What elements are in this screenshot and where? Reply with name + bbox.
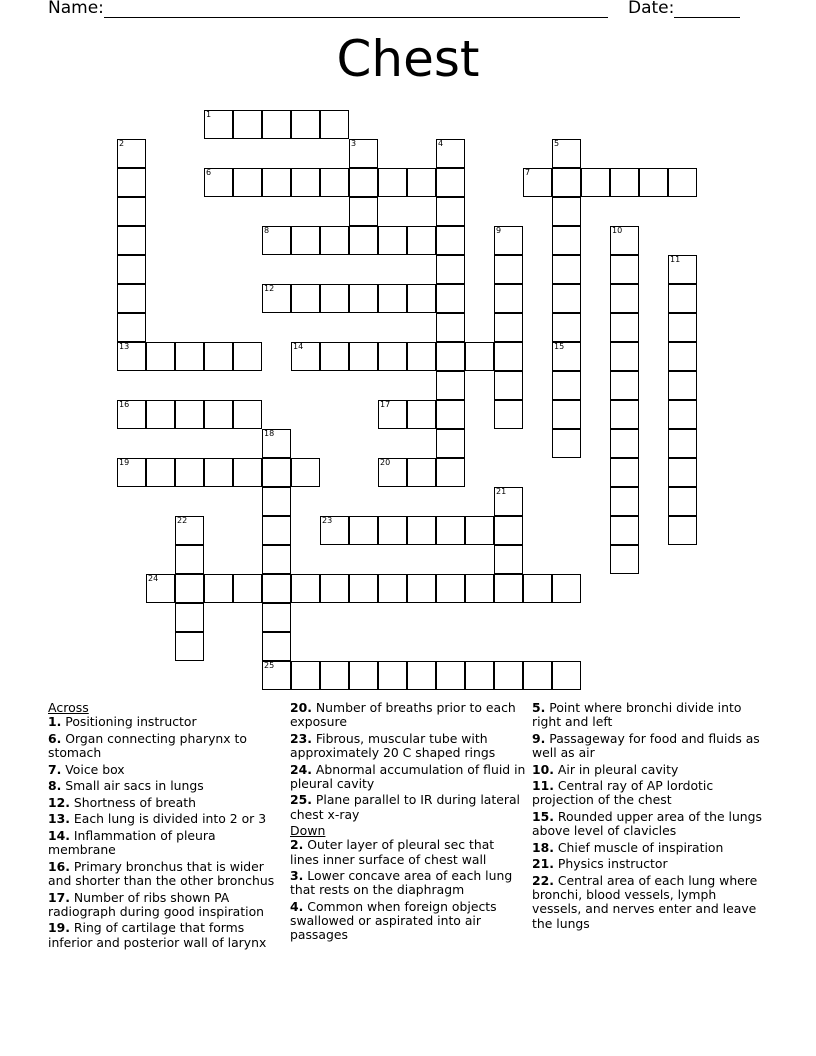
clue-across: 7. Voice box <box>48 761 125 777</box>
crossword-cell[interactable] <box>552 574 581 603</box>
clue-down: 4. Common when foreign objects swallowed or aspirated into air passages <box>290 898 497 943</box>
clue-number: 3 <box>351 139 357 148</box>
crossword-cell[interactable] <box>117 400 146 429</box>
crossword-cell[interactable] <box>552 371 581 400</box>
crossword-cell[interactable] <box>204 400 233 429</box>
clue-down: 2. Outer layer of pleural sec that lines inner surface of chest wall <box>290 837 495 867</box>
crossword-cell[interactable] <box>262 545 291 574</box>
crossword-cell[interactable] <box>436 342 465 371</box>
crossword-cell[interactable] <box>349 226 378 255</box>
clue-number: 23 <box>322 516 333 525</box>
crossword-cell[interactable] <box>291 342 320 371</box>
crossword-cell[interactable] <box>436 661 465 690</box>
clue-number: 24 <box>148 574 159 583</box>
crossword-cell[interactable] <box>436 574 465 603</box>
crossword-cell[interactable] <box>610 284 639 313</box>
clue-down: 22. Central area of each lung where bronchi, blood vessels, lymph vessels, and nerves enter and leave the lungs <box>532 872 758 931</box>
crossword-cell[interactable] <box>320 661 349 690</box>
crossword-cell[interactable] <box>378 226 407 255</box>
crossword-cell[interactable] <box>117 342 146 371</box>
crossword-cell[interactable] <box>552 429 581 458</box>
crossword-cell[interactable] <box>610 429 639 458</box>
crossword-cell[interactable] <box>668 342 697 371</box>
crossword-cell[interactable] <box>552 661 581 690</box>
crossword-cell[interactable] <box>175 574 204 603</box>
crossword-cell[interactable] <box>668 429 697 458</box>
crossword-cell[interactable] <box>668 255 697 284</box>
crossword-cell[interactable] <box>610 400 639 429</box>
crossword-cell[interactable] <box>117 255 146 284</box>
crossword-cell[interactable] <box>668 168 697 197</box>
crossword-cell[interactable] <box>262 487 291 516</box>
crossword-cell[interactable] <box>175 545 204 574</box>
crossword-cell[interactable] <box>262 661 291 690</box>
date-label: Date: <box>628 0 675 18</box>
crossword-cell[interactable] <box>552 284 581 313</box>
clue-down: 11. Central ray of AP lordotic projection of the chest <box>532 778 714 808</box>
crossword-cell[interactable] <box>494 545 523 574</box>
crossword-cell[interactable] <box>610 342 639 371</box>
clue-number: 16 <box>119 400 130 409</box>
crossword-cell[interactable] <box>436 168 465 197</box>
crossword-cell[interactable] <box>610 516 639 545</box>
crossword-cell[interactable] <box>610 487 639 516</box>
clue-across: 23. Fibrous, muscular tube with approximately 20 C shaped rings <box>290 730 496 760</box>
crossword-cell[interactable] <box>349 197 378 226</box>
clue-number: 6 <box>206 168 212 177</box>
crossword-cell[interactable] <box>436 313 465 342</box>
crossword-cell[interactable] <box>262 603 291 632</box>
crossword-cell[interactable] <box>581 168 610 197</box>
crossword-cell[interactable] <box>291 458 320 487</box>
crossword-cell[interactable] <box>233 110 262 139</box>
crossword-cell[interactable] <box>552 197 581 226</box>
crossword-cell[interactable] <box>436 197 465 226</box>
crossword-cell[interactable] <box>407 574 436 603</box>
clue-number: 25 <box>264 661 275 670</box>
crossword-cell[interactable] <box>407 661 436 690</box>
clue-number: 18 <box>264 429 275 438</box>
across-heading: Across <box>48 700 89 715</box>
crossword-cell[interactable] <box>668 458 697 487</box>
crossword-cell[interactable] <box>552 255 581 284</box>
crossword-cell[interactable] <box>378 400 407 429</box>
crossword-cell[interactable] <box>552 139 581 168</box>
crossword-cell[interactable] <box>436 255 465 284</box>
clue-down: 5. Point where bronchi divide into right and left <box>532 700 742 730</box>
crossword-cell[interactable] <box>494 487 523 516</box>
crossword-cell[interactable] <box>320 516 349 545</box>
clue-number: 11 <box>670 255 681 264</box>
crossword-cell[interactable] <box>610 371 639 400</box>
crossword-cell[interactable] <box>436 226 465 255</box>
crossword-cell[interactable] <box>175 458 204 487</box>
crossword-cell[interactable] <box>668 400 697 429</box>
clue-across: 25. Plane parallel to IR during lateral chest x-ray <box>290 792 521 822</box>
crossword-cell[interactable] <box>262 110 291 139</box>
crossword-cell[interactable] <box>175 632 204 661</box>
crossword-cell[interactable] <box>523 661 552 690</box>
crossword-cell[interactable] <box>523 168 552 197</box>
crossword-cell[interactable] <box>494 661 523 690</box>
crossword-cell[interactable] <box>610 545 639 574</box>
crossword-cell[interactable] <box>175 516 204 545</box>
crossword-cell[interactable] <box>465 342 494 371</box>
crossword-cell[interactable] <box>291 284 320 313</box>
crossword-cell[interactable] <box>610 313 639 342</box>
crossword-cell[interactable] <box>436 139 465 168</box>
crossword-cell[interactable] <box>407 342 436 371</box>
crossword-cell[interactable] <box>494 516 523 545</box>
crossword-cell[interactable] <box>436 400 465 429</box>
clue-number: 19 <box>119 458 130 467</box>
crossword-cell[interactable] <box>233 168 262 197</box>
crossword-cell[interactable] <box>146 400 175 429</box>
crossword-cell[interactable] <box>378 342 407 371</box>
crossword-cell[interactable] <box>407 458 436 487</box>
crossword-cell[interactable] <box>233 574 262 603</box>
crossword-cell[interactable] <box>262 226 291 255</box>
name-label: Name: <box>48 0 104 18</box>
crossword-cell[interactable] <box>262 429 291 458</box>
crossword-cell[interactable] <box>610 226 639 255</box>
crossword-cell[interactable] <box>668 313 697 342</box>
clue-number: 1 <box>206 110 212 119</box>
clue-across: 17. Number of ribs shown PA radiograph during good inspiration <box>48 889 265 919</box>
crossword-cell[interactable] <box>494 342 523 371</box>
clue-across: 1. Positioning instructor <box>48 714 197 730</box>
crossword-cell[interactable] <box>436 429 465 458</box>
crossword-cell[interactable] <box>552 400 581 429</box>
crossword-cell[interactable] <box>291 661 320 690</box>
crossword-cell[interactable] <box>117 313 146 342</box>
crossword-cell[interactable] <box>262 284 291 313</box>
crossword-cell[interactable] <box>494 284 523 313</box>
clue-column-3 <box>532 699 768 933</box>
crossword-cell[interactable] <box>320 168 349 197</box>
crossword-cell[interactable] <box>668 284 697 313</box>
crossword-cell[interactable] <box>117 284 146 313</box>
clue-number: 14 <box>293 342 304 351</box>
clue-number: 17 <box>380 400 391 409</box>
crossword-cell[interactable] <box>436 458 465 487</box>
crossword-cell[interactable] <box>407 226 436 255</box>
crossword-cell[interactable] <box>291 168 320 197</box>
clue-number: 2 <box>119 139 125 148</box>
crossword-cell[interactable] <box>523 574 552 603</box>
down-heading: Down <box>290 823 326 839</box>
crossword-cell[interactable] <box>117 197 146 226</box>
crossword-cell[interactable] <box>407 516 436 545</box>
clue-down: 18. Chief muscle of inspiration <box>532 839 724 855</box>
crossword-cell[interactable] <box>117 168 146 197</box>
crossword-cell[interactable] <box>291 226 320 255</box>
crossword-cell[interactable] <box>407 168 436 197</box>
crossword-cell[interactable] <box>349 284 378 313</box>
crossword-cell[interactable] <box>146 458 175 487</box>
crossword-cell[interactable] <box>465 574 494 603</box>
clue-number: 12 <box>264 284 275 293</box>
crossword-cell[interactable] <box>465 661 494 690</box>
crossword-cell[interactable] <box>494 255 523 284</box>
clue-down: 15. Rounded upper area of the lungs above level of clavicles <box>532 808 762 839</box>
crossword-cell[interactable] <box>494 371 523 400</box>
crossword-cell[interactable] <box>233 400 262 429</box>
crossword-cell[interactable] <box>175 342 204 371</box>
crossword-cell[interactable] <box>146 574 175 603</box>
crossword-cell[interactable] <box>494 400 523 429</box>
crossword-cell[interactable] <box>117 139 146 168</box>
crossword-cell[interactable] <box>610 458 639 487</box>
crossword-cell[interactable] <box>204 342 233 371</box>
crossword-cell[interactable] <box>204 168 233 197</box>
clue-number: 7 <box>525 168 531 177</box>
page-title: Chest <box>336 30 480 88</box>
clue-down: 21. Physics instructor <box>532 856 668 872</box>
crossword-cell[interactable] <box>552 342 581 371</box>
clue-number: 10 <box>612 226 623 235</box>
crossword-cell[interactable] <box>204 110 233 139</box>
crossword-cell[interactable] <box>494 313 523 342</box>
crossword-cell[interactable] <box>494 574 523 603</box>
crossword-cell[interactable] <box>262 516 291 545</box>
crossword-cell[interactable] <box>552 168 581 197</box>
crossword-cell[interactable] <box>349 516 378 545</box>
clue-across: 8. Small air sacs in lungs <box>48 778 204 794</box>
clue-column-2 <box>290 699 526 945</box>
crossword-cell[interactable] <box>175 400 204 429</box>
crossword-cell[interactable] <box>291 574 320 603</box>
crossword-cell[interactable] <box>378 168 407 197</box>
clue-number: 4 <box>438 139 444 148</box>
crossword-cell[interactable] <box>320 110 349 139</box>
crossword-cell[interactable] <box>639 168 668 197</box>
crossword-cell[interactable] <box>291 110 320 139</box>
crossword-cell[interactable] <box>320 574 349 603</box>
crossword-cell[interactable] <box>436 284 465 313</box>
clue-down: 3. Lower concave area of each lung that rests on the diaphragm <box>290 868 513 898</box>
clue-across: 16. Primary bronchus that is wider and shorter than the other bronchus <box>48 858 275 888</box>
crossword-cell[interactable] <box>320 226 349 255</box>
crossword-cell[interactable] <box>146 342 175 371</box>
clue-column-1 <box>48 699 284 952</box>
clue-number: 15 <box>554 342 565 351</box>
clue-number: 8 <box>264 226 270 235</box>
clue-number: 21 <box>496 487 507 496</box>
crossword-cell[interactable] <box>494 226 523 255</box>
crossword-cell[interactable] <box>668 371 697 400</box>
crossword-cell[interactable] <box>349 139 378 168</box>
clue-across: 24. Abnormal accumulation of fluid in pleural cavity <box>290 761 526 791</box>
clue-number: 20 <box>380 458 391 467</box>
clue-across: 14. Inflammation of pleura membrane <box>48 827 216 858</box>
clue-across: 20. Number of breaths prior to each exposure <box>290 700 516 730</box>
crossword-cell[interactable] <box>552 313 581 342</box>
crossword-cell[interactable] <box>320 284 349 313</box>
crossword-cell[interactable] <box>378 458 407 487</box>
crossword-cell[interactable] <box>378 516 407 545</box>
clue-number: 5 <box>554 139 560 148</box>
crossword-cell[interactable] <box>233 458 262 487</box>
crossword-cell[interactable] <box>610 255 639 284</box>
crossword-cell[interactable] <box>349 168 378 197</box>
crossword-cell[interactable] <box>349 574 378 603</box>
crossword-cell[interactable] <box>204 574 233 603</box>
crossword-cell[interactable] <box>668 487 697 516</box>
clue-across: 12. Shortness of breath <box>48 794 196 810</box>
crossword-cell[interactable] <box>465 516 494 545</box>
crossword-cell[interactable] <box>610 168 639 197</box>
crossword-cell[interactable] <box>233 342 262 371</box>
clue-number: 22 <box>177 516 188 525</box>
crossword-cell[interactable] <box>320 342 349 371</box>
clue-number: 9 <box>496 226 502 235</box>
crossword-cell[interactable] <box>552 226 581 255</box>
clue-down: 10. Air in pleural cavity <box>532 761 679 777</box>
clue-across: 13. Each lung is divided into 2 or 3 <box>48 811 267 827</box>
crossword-cell[interactable] <box>117 458 146 487</box>
crossword-cell[interactable] <box>407 284 436 313</box>
crossword-cell[interactable] <box>436 516 465 545</box>
crossword-cell[interactable] <box>378 284 407 313</box>
crossword-cell[interactable] <box>262 574 291 603</box>
crossword-cell[interactable] <box>378 574 407 603</box>
crossword-cell[interactable] <box>407 400 436 429</box>
crossword-cell[interactable] <box>262 458 291 487</box>
crossword-cell[interactable] <box>204 458 233 487</box>
crossword-cell[interactable] <box>262 632 291 661</box>
crossword-cell[interactable] <box>175 603 204 632</box>
crossword-cell[interactable] <box>117 226 146 255</box>
crossword-cell[interactable] <box>436 371 465 400</box>
clue-number: 13 <box>119 342 130 351</box>
crossword-cell[interactable] <box>262 168 291 197</box>
crossword-cell[interactable] <box>668 516 697 545</box>
clue-down: 9. Passageway for food and fluids as well as air <box>532 730 760 760</box>
crossword-cell[interactable] <box>378 661 407 690</box>
crossword-cell[interactable] <box>349 661 378 690</box>
clue-across: 19. Ring of cartilage that forms inferior and posterior wall of larynx <box>48 920 267 950</box>
clue-across: 6. Organ connecting pharynx to stomach <box>48 730 247 760</box>
crossword-cell[interactable] <box>349 342 378 371</box>
